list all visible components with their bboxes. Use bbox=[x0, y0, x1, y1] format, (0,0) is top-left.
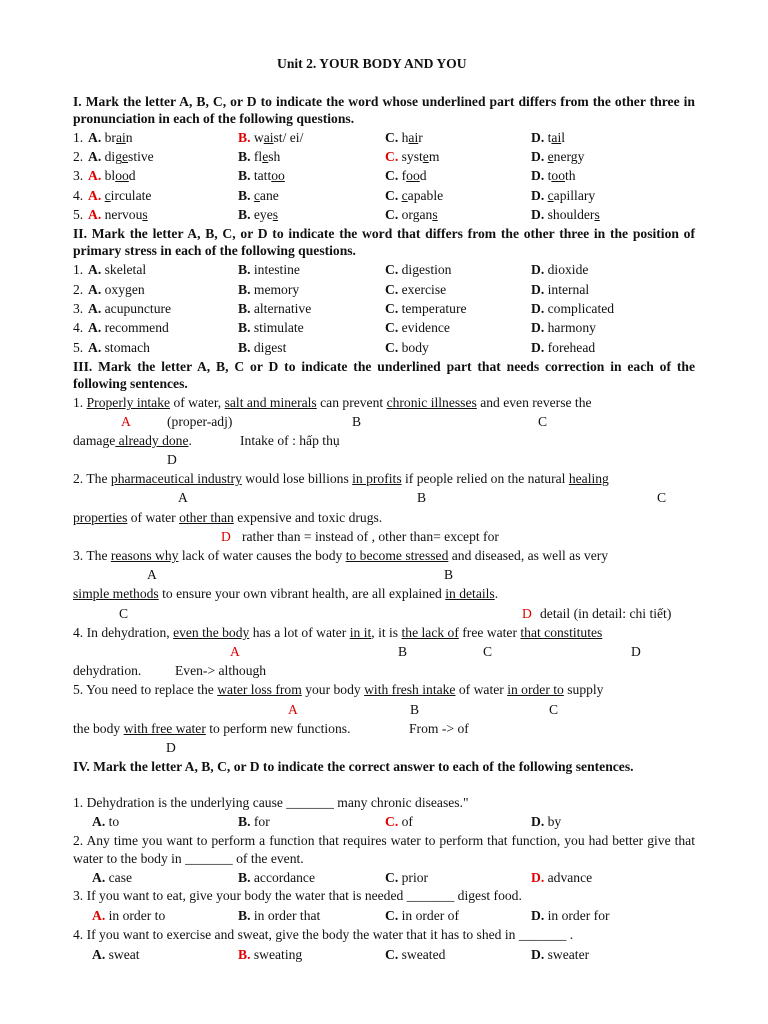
answer-option bbox=[531, 907, 610, 924]
answer-option bbox=[92, 813, 119, 830]
pronunciation-option bbox=[88, 206, 148, 223]
option-letter: C. bbox=[385, 870, 402, 885]
section-3-heading: III. Mark the letter A, B, C or D to indicate the underlined part that needs correction in each of the following sentences. bbox=[73, 359, 695, 391]
pronunciation-number: 2. bbox=[73, 149, 84, 164]
option-word: body bbox=[401, 340, 429, 355]
pronunciation-option bbox=[531, 187, 595, 204]
option-letter: C. bbox=[385, 188, 402, 203]
error-question-2-line-2: properties of water other than expensive and toxic drugs. bbox=[73, 510, 383, 525]
marker-a: A bbox=[178, 490, 188, 505]
marker-a: A bbox=[147, 567, 157, 582]
option-letter: C. bbox=[385, 282, 402, 297]
section-1-heading: I. Mark the letter A, B, C, or D to indicate the word whose underlined part differs from the other three in pronunciation in each of the following questions. bbox=[73, 94, 695, 126]
answer-option bbox=[92, 946, 140, 963]
option-letter: A. bbox=[92, 870, 109, 885]
option-letter: D. bbox=[531, 814, 548, 829]
error-question-1-line-1: 1. Properly intake of water, salt and minerals can prevent chronic illnesses and even reverse the bbox=[73, 395, 592, 410]
marker-d: D bbox=[166, 740, 176, 755]
option-letter: D. bbox=[531, 947, 548, 962]
answer-option bbox=[531, 946, 589, 963]
option-word: digestion bbox=[401, 262, 452, 277]
marker-d: D bbox=[631, 644, 641, 659]
stress-option bbox=[385, 300, 467, 317]
pronunciation-option bbox=[88, 148, 154, 165]
option-letter: D. bbox=[531, 870, 548, 885]
marker-c: C bbox=[538, 414, 548, 429]
option-word: stimulate bbox=[253, 320, 304, 335]
underlined-part: e bbox=[547, 149, 554, 164]
option-word: accordance bbox=[253, 870, 315, 885]
pronunciation-option bbox=[88, 129, 133, 146]
stress-option bbox=[385, 339, 429, 356]
option-letter: A. bbox=[88, 207, 105, 222]
marker-d: D bbox=[167, 452, 177, 467]
stress-option bbox=[238, 300, 311, 317]
underlined-part: e bbox=[122, 149, 129, 164]
word-part: h bbox=[401, 130, 409, 145]
option-word: evidence bbox=[401, 320, 450, 335]
option-letter: B. bbox=[238, 301, 254, 316]
pronunciation-option bbox=[531, 206, 600, 223]
option-letter: D. bbox=[531, 262, 548, 277]
marker-c: C bbox=[549, 702, 559, 717]
option-word: alternative bbox=[253, 301, 312, 316]
underlined-part: c bbox=[253, 188, 260, 203]
option-letter: C. bbox=[385, 947, 402, 962]
underlined-part: e bbox=[422, 149, 429, 164]
option-letter: B. bbox=[238, 262, 254, 277]
answer-option bbox=[385, 946, 445, 963]
option-letter: D. bbox=[531, 340, 548, 355]
word-part: syst bbox=[401, 149, 423, 164]
option-letter: C. bbox=[385, 301, 402, 316]
option-word: complicated bbox=[547, 301, 615, 316]
underlined-part: s bbox=[272, 207, 279, 222]
stress-option bbox=[88, 339, 150, 356]
option-word: forehead bbox=[547, 340, 596, 355]
pronunciation-option bbox=[238, 206, 278, 223]
pronunciation-option bbox=[238, 148, 280, 165]
stress-option bbox=[238, 281, 299, 298]
stress-option bbox=[531, 339, 595, 356]
word-part: nergy bbox=[553, 149, 585, 164]
option-word: sweating bbox=[253, 947, 303, 962]
option-letter: D. bbox=[531, 282, 548, 297]
pronunciation-option bbox=[385, 206, 438, 223]
option-letter: B. bbox=[238, 340, 254, 355]
word-part: organ bbox=[401, 207, 433, 222]
stress-option bbox=[531, 300, 614, 317]
pronunciation-option bbox=[531, 167, 576, 184]
option-letter: C. bbox=[385, 814, 402, 829]
option-letter: D. bbox=[531, 908, 548, 923]
answer-option bbox=[238, 907, 320, 924]
word-part: stive bbox=[128, 149, 154, 164]
word-part: th bbox=[565, 168, 576, 183]
word-part: d bbox=[128, 168, 136, 183]
option-word: sweat bbox=[108, 947, 140, 962]
marker-b: B bbox=[417, 490, 427, 505]
option-letter: B. bbox=[238, 130, 254, 145]
option-word: for bbox=[253, 814, 270, 829]
option-letter: B. bbox=[238, 814, 254, 829]
marker-b: B bbox=[398, 644, 408, 659]
option-letter: D. bbox=[531, 207, 548, 222]
option-letter: A. bbox=[88, 340, 105, 355]
answer-option bbox=[238, 946, 302, 963]
option-letter: D. bbox=[531, 301, 548, 316]
mc-question-1: 1. Dehydration is the underlying cause _______ many chronic diseases." bbox=[73, 795, 469, 810]
answer-option bbox=[238, 813, 270, 830]
option-word: intestine bbox=[253, 262, 300, 277]
error-question-5-line-2: the body with free water to perform new functions. bbox=[73, 721, 351, 736]
marker-b: B bbox=[410, 702, 420, 717]
mc-question-2: 2. Any time you want to perform a function that requires water to perform that function, you had better give that water to the body in _______ of the event. bbox=[73, 833, 695, 866]
word-part: st/ ei/ bbox=[273, 130, 304, 145]
stress-number: 2. bbox=[73, 282, 84, 297]
error-note: From -> of bbox=[409, 721, 469, 736]
word-part: w bbox=[253, 130, 264, 145]
option-word: in order of bbox=[401, 908, 460, 923]
pronunciation-option bbox=[88, 167, 136, 184]
word-part: f bbox=[401, 168, 407, 183]
pronunciation-option bbox=[385, 167, 427, 184]
word-part: tatt bbox=[253, 168, 272, 183]
marker-c: C bbox=[119, 606, 129, 621]
word-part: n bbox=[125, 130, 133, 145]
answer-option bbox=[92, 869, 132, 886]
option-word: in order that bbox=[253, 908, 321, 923]
option-letter: C. bbox=[385, 149, 402, 164]
marker-b: B bbox=[352, 414, 362, 429]
option-letter: B. bbox=[238, 149, 254, 164]
option-letter: B. bbox=[238, 908, 254, 923]
error-note: Even-> although bbox=[175, 663, 267, 678]
error-question-5-line-1: 5. You need to replace the water loss from your body with fresh intake of water in order to supply bbox=[73, 682, 604, 697]
word-part: l bbox=[561, 130, 565, 145]
word-part: t bbox=[547, 168, 552, 183]
option-letter: B. bbox=[238, 207, 254, 222]
option-word: advance bbox=[547, 870, 593, 885]
option-word: in order to bbox=[108, 908, 166, 923]
stress-option bbox=[238, 339, 286, 356]
error-question-2-line-1: 2. The pharmaceutical industry would lose billions in profits if people relied on the natural healing bbox=[73, 471, 609, 486]
underlined-part: ai bbox=[263, 130, 274, 145]
word-part: d bbox=[419, 168, 427, 183]
underlined-part: oo bbox=[115, 168, 129, 183]
underlined-part: ai bbox=[408, 130, 419, 145]
pronunciation-number: 5. bbox=[73, 207, 84, 222]
option-word: case bbox=[108, 870, 133, 885]
stress-option bbox=[88, 300, 171, 317]
mc-question-3: 3. If you want to eat, give your body the water that is needed _______ digest food. bbox=[73, 888, 522, 903]
option-letter: D. bbox=[531, 188, 548, 203]
option-letter: C. bbox=[385, 262, 402, 277]
answer-option bbox=[385, 813, 413, 830]
option-word: in order for bbox=[547, 908, 610, 923]
error-question-4-line-1: 4. In dehydration, even the body has a lot of water in it, it is the lack of free water that constitutes bbox=[73, 625, 603, 640]
option-letter: D. bbox=[531, 168, 548, 183]
option-letter: D. bbox=[531, 149, 548, 164]
stress-option bbox=[531, 319, 596, 336]
option-word: prior bbox=[401, 870, 429, 885]
mc-question-4: 4. If you want to exercise and sweat, give the body the water that it has to shed in _______ . bbox=[73, 927, 574, 942]
marker-c: C bbox=[657, 490, 667, 505]
underlined-part: oo bbox=[551, 168, 565, 183]
pronunciation-option bbox=[385, 129, 423, 146]
answer-option bbox=[531, 869, 592, 886]
word-part: shoulder bbox=[547, 207, 595, 222]
option-letter: C. bbox=[385, 340, 402, 355]
stress-option bbox=[531, 261, 588, 278]
option-letter: A. bbox=[88, 149, 105, 164]
option-word: acupuncture bbox=[104, 301, 172, 316]
stress-option bbox=[385, 261, 451, 278]
stress-number: 5. bbox=[73, 340, 84, 355]
word-part: bl bbox=[104, 168, 116, 183]
option-letter: C. bbox=[385, 168, 402, 183]
error-note: detail (in detail: chi tiết) bbox=[540, 606, 672, 621]
stress-option bbox=[385, 319, 450, 336]
marker-b: B bbox=[444, 567, 454, 582]
error-question-3-line-1: 3. The reasons why lack of water causes the body to become stressed and diseased, as well as very bbox=[73, 548, 609, 563]
pronunciation-option bbox=[238, 167, 285, 184]
option-letter: A. bbox=[92, 814, 109, 829]
word-part: r bbox=[418, 130, 423, 145]
option-word: memory bbox=[253, 282, 300, 297]
option-letter: D. bbox=[531, 130, 548, 145]
option-word: digest bbox=[253, 340, 287, 355]
option-word: internal bbox=[547, 282, 590, 297]
marker-d: D bbox=[522, 606, 532, 621]
option-letter: C. bbox=[385, 130, 402, 145]
word-part: nervou bbox=[104, 207, 143, 222]
error-note: rather than = instead of , other than= except for bbox=[242, 529, 499, 544]
option-letter: D. bbox=[531, 320, 548, 335]
underlined-part: s bbox=[432, 207, 438, 222]
option-word: sweater bbox=[547, 947, 590, 962]
option-word: to bbox=[108, 814, 120, 829]
section-4-heading: IV. Mark the letter A, B, C, or D to indicate the correct answer to each of the following sentences. bbox=[73, 759, 634, 774]
pronunciation-option bbox=[88, 187, 151, 204]
underlined-part: ai bbox=[551, 130, 562, 145]
option-letter: A. bbox=[92, 908, 109, 923]
pronunciation-option bbox=[531, 148, 584, 165]
option-word: dioxide bbox=[547, 262, 589, 277]
word-part: ane bbox=[259, 188, 279, 203]
marker-a: A bbox=[121, 414, 131, 429]
option-letter: A. bbox=[88, 262, 105, 277]
underlined-part: ai bbox=[115, 130, 126, 145]
answer-option bbox=[531, 813, 561, 830]
pronunciation-option bbox=[238, 129, 303, 146]
pronunciation-number: 4. bbox=[73, 188, 84, 203]
error-question-1-line-2: damage already done. bbox=[73, 433, 192, 448]
word-part: dig bbox=[104, 149, 122, 164]
marker-a: A bbox=[288, 702, 298, 717]
pronunciation-option bbox=[385, 148, 439, 165]
option-word: by bbox=[547, 814, 562, 829]
underlined-part: e bbox=[262, 149, 269, 164]
section-2-heading: II. Mark the letter A, B, C, or D to indicate the word that differs from the other three in the position of primary stress in each of the following questions. bbox=[73, 226, 695, 258]
word-part: irculate bbox=[110, 188, 152, 203]
option-word: sweated bbox=[401, 947, 446, 962]
error-note: Intake of : hấp thụ bbox=[240, 433, 340, 448]
error-question-4-line-2: dehydration. bbox=[73, 663, 142, 678]
pronunciation-option bbox=[238, 187, 279, 204]
option-word: skeletal bbox=[104, 262, 147, 277]
option-letter: A. bbox=[92, 947, 109, 962]
pronunciation-option bbox=[531, 129, 565, 146]
option-letter: C. bbox=[385, 207, 402, 222]
option-letter: B. bbox=[238, 188, 254, 203]
option-letter: A. bbox=[88, 301, 105, 316]
underlined-part: c bbox=[104, 188, 111, 203]
option-letter: B. bbox=[238, 282, 254, 297]
option-word: of bbox=[401, 814, 413, 829]
stress-option bbox=[88, 319, 169, 336]
underlined-part: c bbox=[401, 188, 408, 203]
word-part: eye bbox=[253, 207, 273, 222]
pronunciation-number: 1. bbox=[73, 130, 84, 145]
option-word: recommend bbox=[104, 320, 169, 335]
option-letter: B. bbox=[238, 870, 254, 885]
option-letter: C. bbox=[385, 320, 402, 335]
option-letter: A. bbox=[88, 168, 105, 183]
option-letter: B. bbox=[238, 947, 254, 962]
stress-option bbox=[385, 281, 446, 298]
underlined-part: s bbox=[594, 207, 600, 222]
marker-c: C bbox=[483, 644, 493, 659]
pronunciation-option bbox=[385, 187, 443, 204]
word-part: t bbox=[547, 130, 552, 145]
option-letter: A. bbox=[88, 282, 105, 297]
marker-d: D bbox=[221, 529, 231, 544]
stress-number: 1. bbox=[73, 262, 84, 277]
pronunciation-number: 3. bbox=[73, 168, 84, 183]
word-part: fl bbox=[253, 149, 263, 164]
word-part: apillary bbox=[553, 188, 596, 203]
stress-option bbox=[531, 281, 589, 298]
answer-option bbox=[385, 869, 428, 886]
option-word: harmony bbox=[547, 320, 596, 335]
option-letter: B. bbox=[238, 168, 254, 183]
option-word: stomach bbox=[104, 340, 150, 355]
stress-option bbox=[238, 261, 300, 278]
error-question-3-line-2: simple methods to ensure your own vibrant health, are all explained in details. bbox=[73, 586, 499, 601]
option-word: oxygen bbox=[104, 282, 145, 297]
underlined-part: c bbox=[547, 188, 554, 203]
option-letter: A. bbox=[88, 188, 105, 203]
option-word: temperature bbox=[401, 301, 467, 316]
answer-option bbox=[385, 907, 459, 924]
stress-number: 3. bbox=[73, 301, 84, 316]
option-letter: C. bbox=[385, 908, 402, 923]
word-part: apable bbox=[407, 188, 444, 203]
option-word: exercise bbox=[401, 282, 447, 297]
answer-option bbox=[238, 869, 315, 886]
word-part: m bbox=[428, 149, 440, 164]
option-letter: A. bbox=[88, 130, 105, 145]
option-letter: B. bbox=[238, 320, 254, 335]
underlined-part: oo bbox=[406, 168, 420, 183]
stress-option bbox=[238, 319, 304, 336]
stress-number: 4. bbox=[73, 320, 84, 335]
answer-option bbox=[92, 907, 165, 924]
error-note: (proper-adj) bbox=[167, 414, 233, 429]
stress-option bbox=[88, 281, 145, 298]
page-title: Unit 2. YOUR BODY AND YOU bbox=[277, 56, 467, 71]
underlined-part: s bbox=[142, 207, 148, 222]
underlined-part: oo bbox=[271, 168, 285, 183]
marker-a: A bbox=[230, 644, 240, 659]
word-part: sh bbox=[268, 149, 281, 164]
word-part: br bbox=[104, 130, 116, 145]
stress-option bbox=[88, 261, 146, 278]
option-letter: A. bbox=[88, 320, 105, 335]
